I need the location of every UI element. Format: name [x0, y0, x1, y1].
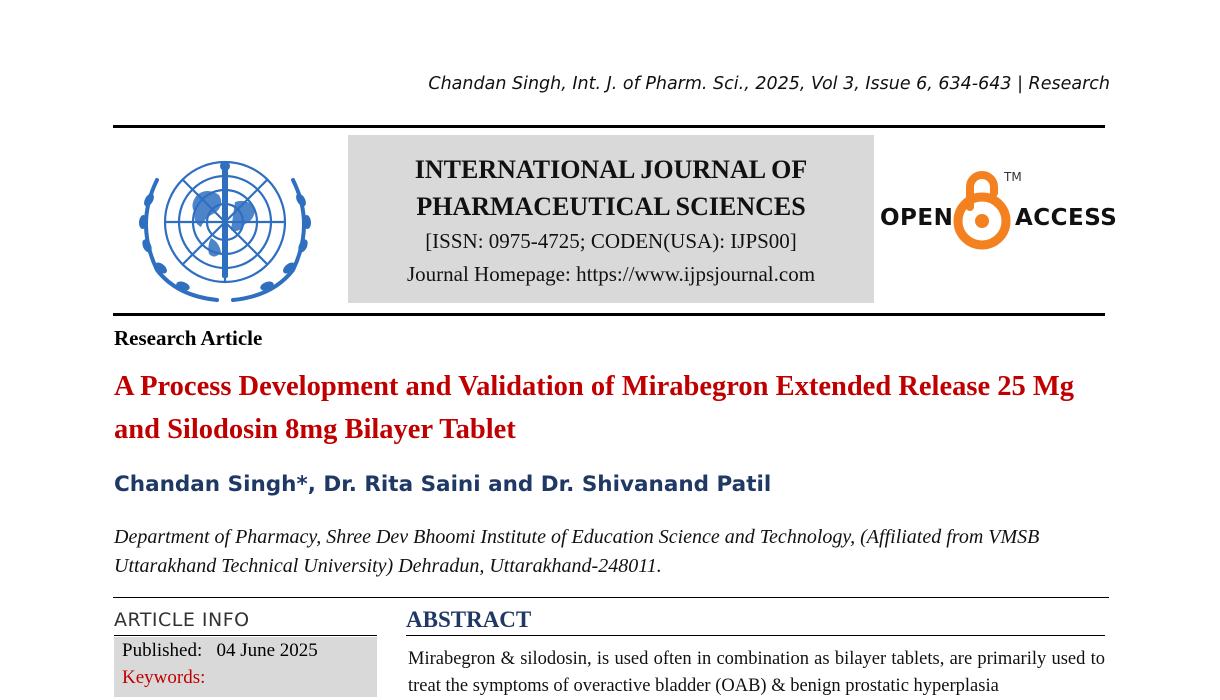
open-access-left-text: OPEN — [880, 205, 954, 231]
author-affiliation: Department of Pharmacy, Shree Dev Bhoomi Institute of Education Science and Technology, (Affiliated from VMSB Uttarakhand Technical University) Dehradun, Uttarakhand-248011. — [114, 526, 1040, 577]
journal-homepage[interactable]: Journal Homepage: https://www.ijpsjournal.com — [406, 262, 816, 286]
published-label: Published: — [122, 640, 203, 661]
article-info-heading: ARTICLE INFO — [114, 609, 250, 631]
published-date: 04 June 2025 — [216, 640, 318, 661]
affiliation-bottom-rule — [113, 597, 1109, 598]
abstract-text: Mirabegron & silodosin, is used often in combination as bilayer tablets, are primarily used to treat the symptoms of overactive bladder (OAB) & benign prostatic hyperplasia — [408, 649, 1105, 696]
open-access-badge — [880, 165, 1118, 255]
published-row — [122, 640, 318, 662]
journal-title-line1: INTERNATIONAL JOURNAL OF — [414, 155, 808, 184]
keywords-label: Keywords: — [122, 667, 206, 688]
journal-title-line2: PHARMACEUTICAL SCIENCES — [416, 192, 806, 221]
top-rule — [113, 125, 1105, 128]
article-title: A Process Development and Validation of Mirabegron Extended Release 25 Mg and Silodosin 8mg Bilayer Tablet — [114, 371, 1074, 445]
article-authors: Chandan Singh*, Dr. Rita Saini and Dr. Shivanand Patil — [114, 472, 772, 497]
trademark-mark: TM — [1004, 170, 1022, 184]
article-info-rule — [114, 635, 377, 636]
open-access-lock-icon — [952, 165, 1012, 251]
journal-issn: [ISSN: 0975-4725; CODEN(USA): IJPS00] — [425, 229, 797, 253]
running-head: Chandan Singh, Int. J. of Pharm. Sci., 2025, Vol 3, Issue 6, 634-643 | Research — [428, 74, 1110, 94]
article-type: Research Article — [114, 326, 263, 350]
abstract-heading: ABSTRACT — [406, 607, 532, 632]
header-bottom-rule — [113, 313, 1105, 316]
open-access-right-text: ACCESS — [1015, 205, 1118, 231]
journal-masthead — [348, 135, 874, 303]
un-emblem-logo — [127, 140, 324, 304]
abstract-rule — [406, 635, 1105, 636]
